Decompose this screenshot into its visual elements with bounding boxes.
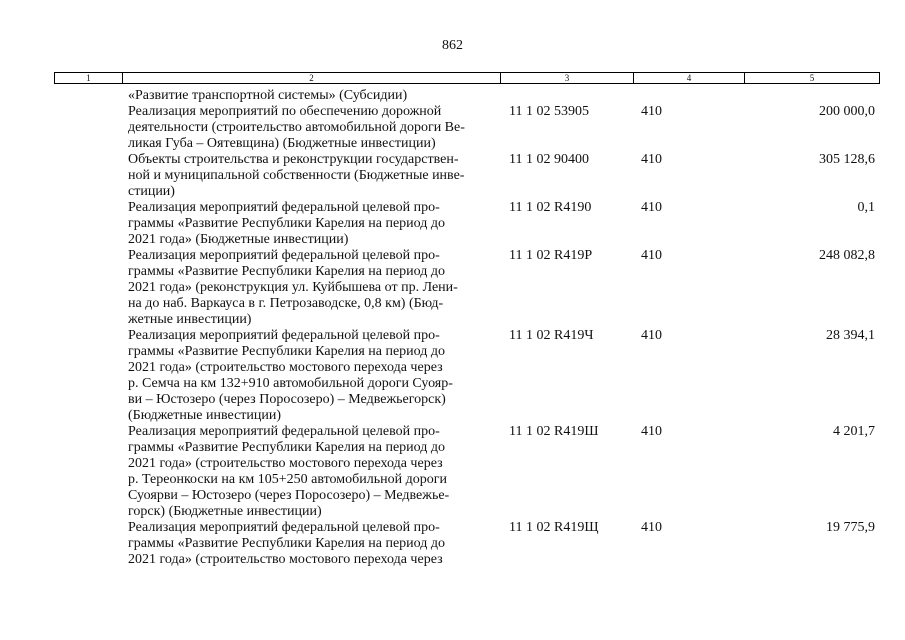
row-name: Реализация мероприятий федеральной целевой про- граммы «Развитие Республики Карелия на период до 2021 года» (строительство мостового перехода через [128, 520, 446, 567]
row-code [509, 88, 629, 104]
row-sum: 19 775,9 [826, 520, 875, 535]
row-sum: 305 128,6 [819, 152, 875, 167]
table-body [54, 88, 880, 568]
header-col-1: 1 [55, 73, 123, 83]
row-vr: 410 [641, 520, 662, 535]
row-sum: 28 394,1 [826, 328, 875, 343]
row-name: Реализация мероприятий федеральной целевой про- граммы «Развитие Республики Карелия на период до 2021 года» (строительство мостового перехода через р. Семча на км 132+910 автомобильной дороги Суояр- ви – Юстозеро (через Поросозеро) – Медвежьегорск) (Бюджетные инвестиции) [128, 328, 453, 423]
table-row [54, 200, 880, 248]
table-row [54, 248, 880, 328]
row-vr: 410 [641, 424, 662, 439]
row-name: «Развитие транспортной системы» (Субсидии) [128, 88, 408, 103]
row-name: Реализация мероприятий по обеспечению дорожной деятельности (строительство автомобильной дороги Ве- ликая Губа – Оятевщина) (Бюджетные инвестиции) [128, 104, 465, 151]
row-vr [629, 88, 764, 104]
table-row [54, 520, 880, 568]
row-vr: 410 [641, 152, 662, 167]
row-code: 11 1 02 R419Щ [509, 520, 599, 535]
row-code: 11 1 02 R419Ч [509, 328, 594, 343]
header-col-3: 3 [501, 73, 634, 83]
page-number: 862 [442, 38, 463, 53]
row-code: 11 1 02 R4190 [509, 200, 592, 215]
row-name: Объекты строительства и реконструкции государствен- ной и муниципальной собственности (Бюджетные инве- стиции) [128, 152, 465, 199]
table-row [54, 104, 880, 152]
table-row [54, 88, 880, 104]
row-code: 11 1 02 R419Ш [509, 424, 599, 439]
row-sum: 248 082,8 [819, 248, 875, 263]
row-vr: 410 [641, 328, 662, 343]
header-col-4: 4 [634, 73, 745, 83]
row-sum: 4 201,7 [833, 424, 875, 439]
row-vr: 410 [641, 200, 662, 215]
row-sum: 200 000,0 [819, 104, 875, 119]
row-vr: 410 [641, 248, 662, 263]
table-row [54, 328, 880, 424]
row-code: 11 1 02 R419Р [509, 248, 593, 263]
header-col-5: 5 [809, 73, 815, 83]
row-code: 11 1 02 53905 [509, 104, 589, 119]
table-row [54, 424, 880, 520]
row-code: 11 1 02 90400 [509, 152, 589, 167]
row-name: Реализация мероприятий федеральной целевой про- граммы «Развитие Республики Карелия на период до 2021 года» (строительство мостового перехода через р. Тереонкоски на км 105+250 автомобильной дороги Суоярви – Юстозеро (через Поросозеро) – Медвежье- горск) (Бюджетные инвестиции) [128, 424, 450, 519]
row-vr: 410 [641, 104, 662, 119]
row-sum: 0,1 [857, 200, 875, 215]
row-sum [764, 88, 880, 104]
table-row [54, 152, 880, 200]
row-name: Реализация мероприятий федеральной целевой про- граммы «Развитие Республики Карелия на период до 2021 года» (реконструкция ул. Куйбышева от пр. Лени- на до наб. Варкауса в г. Петрозаводске, 0,8 км) (Бюд- жетные инвестиции) [128, 248, 458, 327]
table-header [54, 72, 880, 84]
row-name: Реализация мероприятий федеральной целевой про- граммы «Развитие Республики Карелия на период до 2021 года» (Бюджетные инвестиции) [128, 200, 446, 247]
header-col-2: 2 [123, 73, 501, 83]
